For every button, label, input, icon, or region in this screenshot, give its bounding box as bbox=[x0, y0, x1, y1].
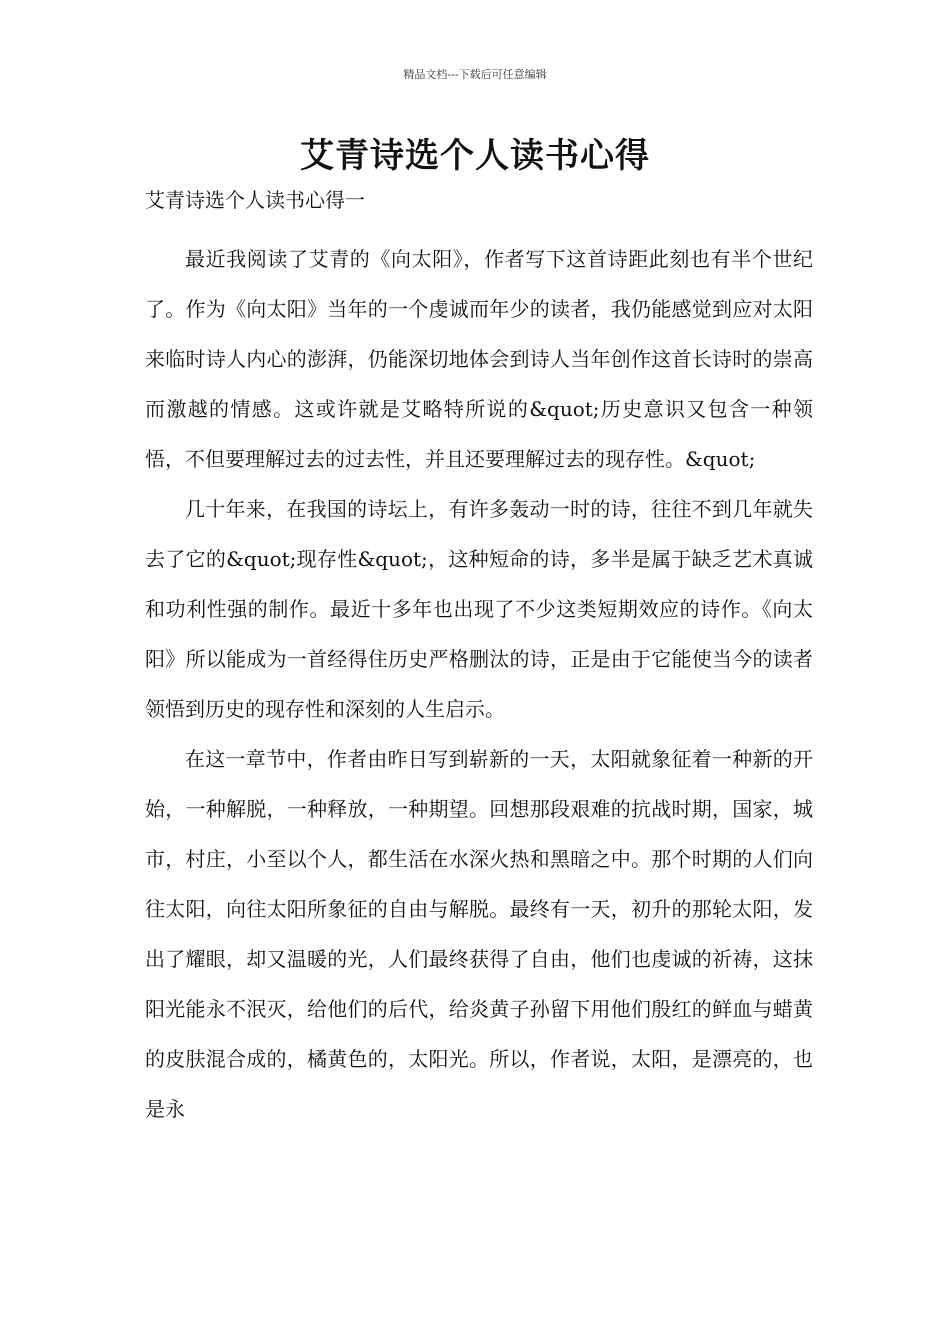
document-body bbox=[145, 234, 813, 1134]
document-title: 艾青诗选个人读书心得 bbox=[300, 136, 650, 176]
paragraph-1: 最近我阅读了艾青的《向太阳》，作者写下这首诗距此刻也有半个世纪了。作为《向太阳》当年的一个虔诚而年少的读者，我仍能感觉到应对太阳来临时诗人内心的澎湃，仍能深切地体会到诗人当年创作这首长诗时的崇高而激越的情感。这或许就是艾略特所说的&quot;历史意识又包含一种领悟，不但要理解过去的过去性，并且还要理解过去的现存性。&quot; bbox=[145, 247, 813, 471]
document-subtitle: 艾青诗选个人读书心得一 bbox=[145, 188, 365, 212]
paragraph-3: 在这一章节中，作者由昨日写到崭新的一天，太阳就象征着一种新的开始，一种解脱，一种释放，一种期望。回想那段艰难的抗战时期，国家，城市，村庄，小至以个人，都生活在水深火热和黑暗之中。那个时期的人们向往太阳，向往太阳所象征的自由与解脱。最终有一天，初升的那轮太阳，发出了耀眼，却又温暖的光，人们最终获得了自由，他们也虔诚的祈祷，这抹阳光能永不泯灭，给他们的后代，给炎黄子孙留下用他们殷红的鲜血与蜡黄的皮肤混合成的，橘黄色的，太阳光。所以，作者说，太阳，是漂亮的，也是永 bbox=[145, 747, 813, 1121]
paragraph-2: 几十年来，在我国的诗坛上，有许多轰动一时的诗，往往不到几年就失去了它的&quot;现存性&quot;，这种短命的诗，多半是属于缺乏艺术真诚和功利性强的制作。最近十多年也出现了不少这类短期效应的诗作。《向太阳》所以能成为一首经得住历史严格删汰的诗，正是由于它能使当今的读者领悟到历史的现存性和深刻的人生启示。 bbox=[145, 497, 813, 721]
page-header-note: 精品文档---下载后可任意编辑 bbox=[403, 68, 547, 81]
